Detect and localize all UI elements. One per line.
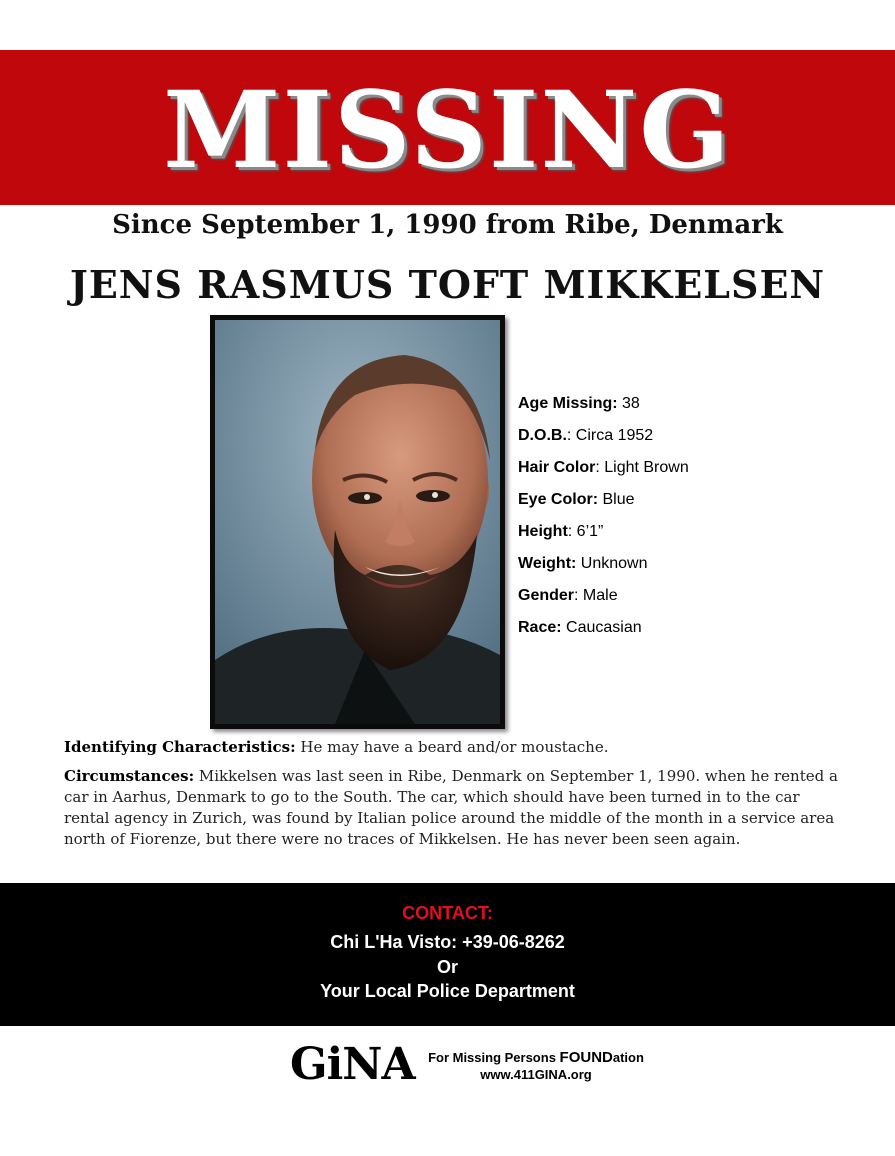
detail-label: Hair Color <box>518 459 596 476</box>
portrait-image <box>215 320 500 724</box>
identifying-label: Identifying Characteristics: <box>64 738 296 756</box>
person-details <box>518 390 878 646</box>
detail-value: 38 <box>617 395 640 412</box>
detail-value: Blue <box>598 491 635 508</box>
circumstances-label: Circumstances: <box>64 767 195 785</box>
gina-logo: GiNA <box>290 1039 415 1090</box>
detail-dob <box>518 422 878 454</box>
detail-age-missing <box>518 390 878 422</box>
footer-text <box>416 1049 656 1083</box>
detail-label: Gender <box>518 587 575 604</box>
detail-label: Age Missing: <box>518 395 618 412</box>
footer <box>290 1040 650 1090</box>
identifying-text: He may have a beard and/or moustache. <box>295 738 609 756</box>
missing-since: Since September 1, 1990 from Ribe, Denmark <box>112 210 783 240</box>
website-link[interactable]: www.411GINA.org <box>480 1067 592 1082</box>
contact-or: Or <box>436 957 458 977</box>
detail-race <box>518 614 878 646</box>
detail-label: Eye Color: <box>518 491 599 508</box>
foundation-suffix: ation <box>612 1050 644 1065</box>
circumstances-text: Mikkelsen was last seen in Ribe, Denmark on September 1, 1990. when he rented a car in Aarhus, Denmark to go to the South. The car, which should have been turned in to the car rental agency in Zurich, was found by Italian police around the middle of the month in a service area north of Fiorenze, but there were no traces of Mikkelsen. He has never been seen again. <box>64 767 838 848</box>
detail-label: D.O.B. <box>518 427 567 444</box>
detail-value: : Circa 1952 <box>566 427 654 444</box>
foundation-caps: FOUND <box>559 1049 613 1066</box>
detail-weight <box>518 550 878 582</box>
detail-value: : 6’1” <box>567 523 604 540</box>
contact-band <box>0 883 895 1026</box>
contact-label: CONTACT: <box>402 903 493 923</box>
foundation-name <box>416 1049 656 1066</box>
detail-value: : Light Brown <box>595 459 689 476</box>
detail-value: : Male <box>574 587 618 604</box>
missing-banner <box>0 50 895 205</box>
detail-label: Height <box>518 523 568 540</box>
person-photo <box>210 315 505 729</box>
circumstances <box>64 766 844 850</box>
foundation-prefix: For Missing Persons <box>428 1050 560 1065</box>
detail-value: Caucasian <box>561 619 642 636</box>
detail-value: Unknown <box>576 555 648 572</box>
detail-label: Weight: <box>518 555 577 572</box>
contact-phone: Chi L'Ha Visto: +39-06-8262 <box>330 932 565 952</box>
detail-eye-color <box>518 486 878 518</box>
detail-gender <box>518 582 878 614</box>
contact-police: Your Local Police Department <box>320 981 575 1001</box>
person-name: JENS RASMUS TOFT MIKKELSEN <box>69 262 826 307</box>
banner-title: MISSING <box>163 66 732 192</box>
identifying-characteristics <box>64 738 844 756</box>
detail-label: Race: <box>518 619 562 636</box>
detail-hair-color <box>518 454 878 486</box>
detail-height <box>518 518 878 550</box>
